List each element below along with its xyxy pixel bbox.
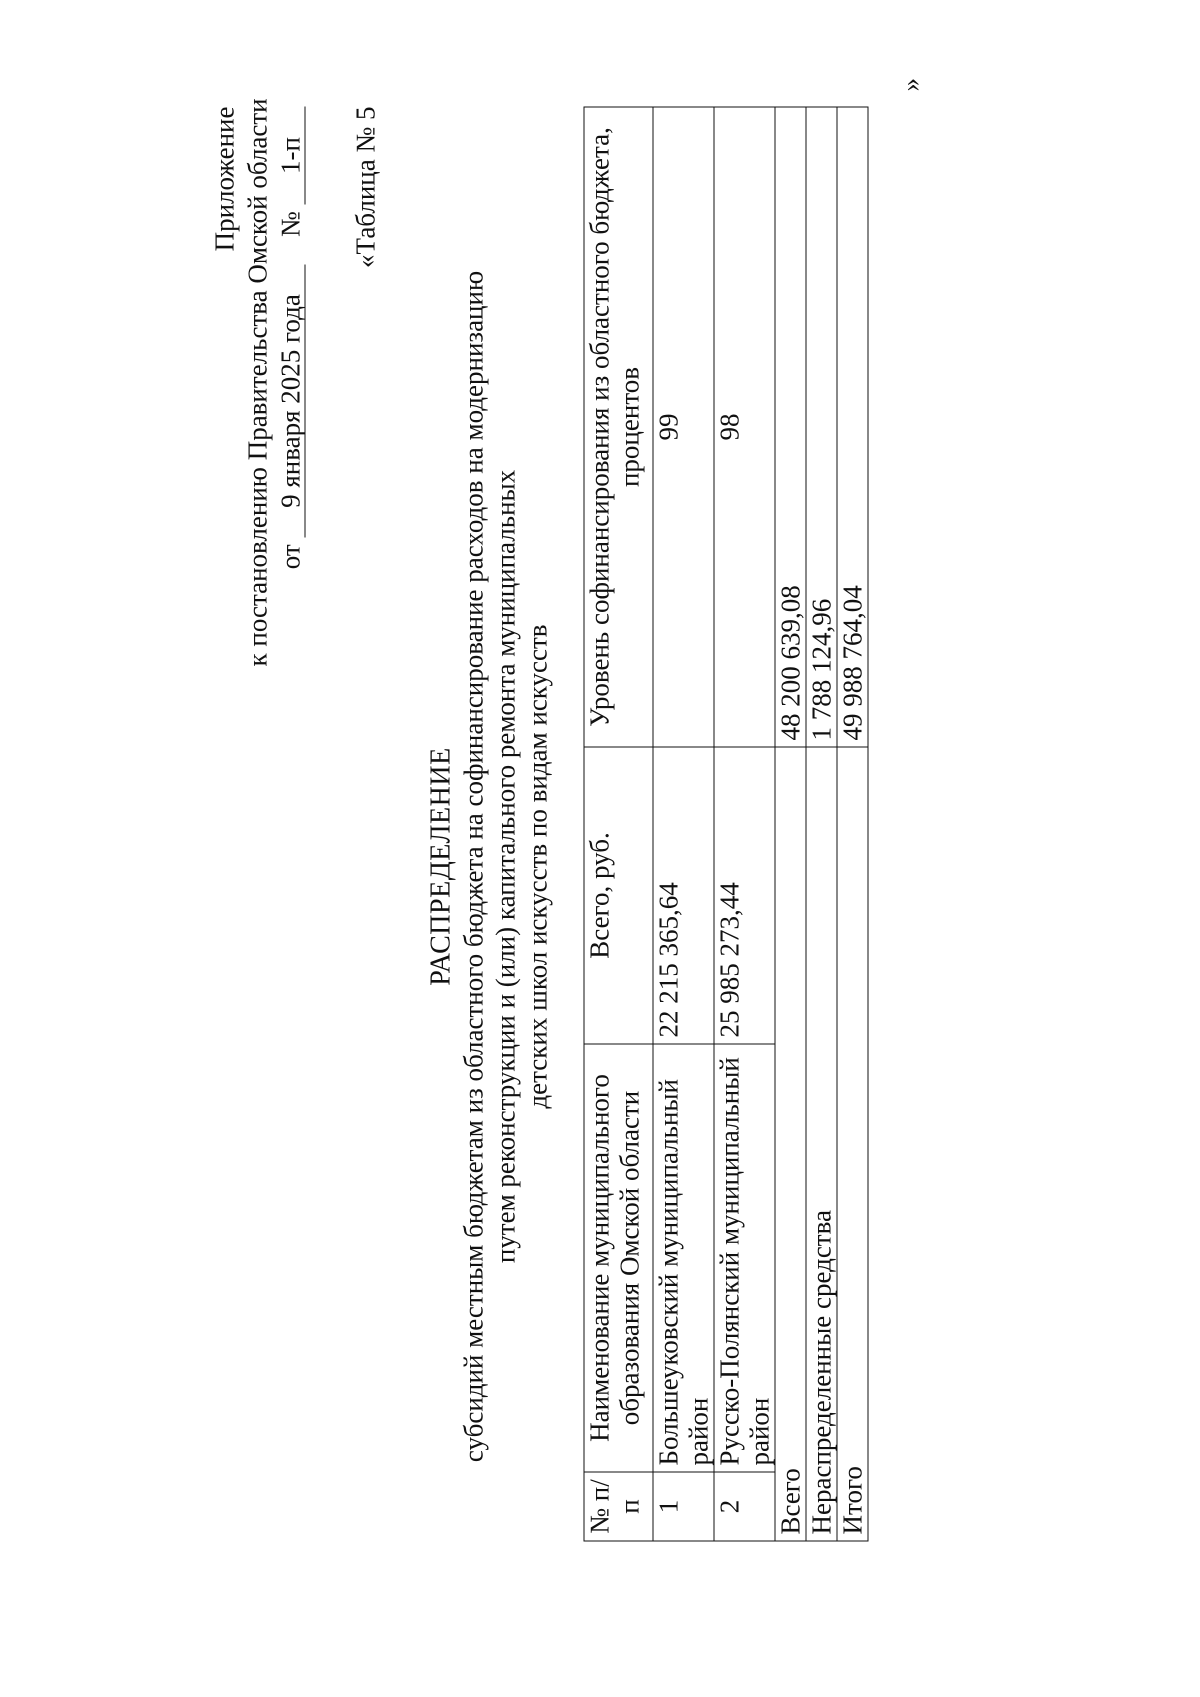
table-row — [653, 107, 714, 1541]
unallocated-label: Нераспределенные средства — [806, 747, 837, 1541]
total-label: Всего — [775, 747, 806, 1541]
distribution-table — [584, 107, 869, 1542]
row-cofinancing-level: 98 — [714, 107, 775, 747]
unallocated-value: 1 788 124,96 — [806, 107, 837, 747]
decree-date: 9 января 2025 года — [277, 265, 306, 538]
row-number: 2 — [714, 1472, 775, 1541]
total-row — [775, 107, 806, 1541]
row-total: 25 985 273,44 — [714, 747, 775, 1044]
row-total: 22 215 365,64 — [653, 747, 714, 1044]
date-prefix: от — [275, 544, 306, 570]
heading-title: РАСПРЕДЕЛЕНИЕ — [425, 747, 457, 986]
document-heading — [426, 157, 554, 1577]
heading-line-3: детских школ искусств по видам искусств — [522, 624, 553, 1109]
approval-date-line — [275, 107, 308, 667]
table-row — [714, 107, 775, 1541]
decree-number: 1-п — [277, 107, 306, 205]
grand-total-label: Итого — [837, 747, 868, 1541]
approval-decree-line: к постановлению Правительства Омской области — [242, 98, 273, 667]
grand-total-row — [837, 107, 868, 1541]
row-municipality: Большеуковский муниципальный район — [653, 1044, 714, 1472]
header-total: Всего, руб. — [584, 747, 653, 1044]
row-municipality: Русско-Полянский муниципальный район — [714, 1044, 775, 1472]
heading-line-1: субсидий местным бюджетам из областного бюджета на софинансирование расходов на модернизацию — [458, 270, 489, 1463]
row-number: 1 — [653, 1472, 714, 1541]
closing-quote-mark: » — [895, 78, 926, 92]
approval-title: Приложение — [209, 106, 240, 252]
heading-line-2: путем реконструкции и (или) капитального ремонта муниципальных — [490, 469, 521, 1264]
total-value: 48 200 639,08 — [775, 107, 806, 747]
row-cofinancing-level: 99 — [653, 107, 714, 747]
rotated-document-page — [201, 60, 1001, 1637]
approval-block — [209, 98, 308, 667]
header-cofinancing-level: Уровень софинансирования из областного бюджета, процентов — [584, 107, 653, 747]
header-number: № п/п — [584, 1472, 653, 1541]
table-header-row — [584, 107, 653, 1541]
number-prefix: № — [275, 211, 306, 238]
header-municipality: Наименование муниципального образования Омской области — [584, 1044, 653, 1472]
grand-total-value: 49 988 764,04 — [837, 107, 868, 747]
unallocated-row — [806, 107, 837, 1541]
table-label: «Таблица № 5 — [350, 106, 381, 268]
